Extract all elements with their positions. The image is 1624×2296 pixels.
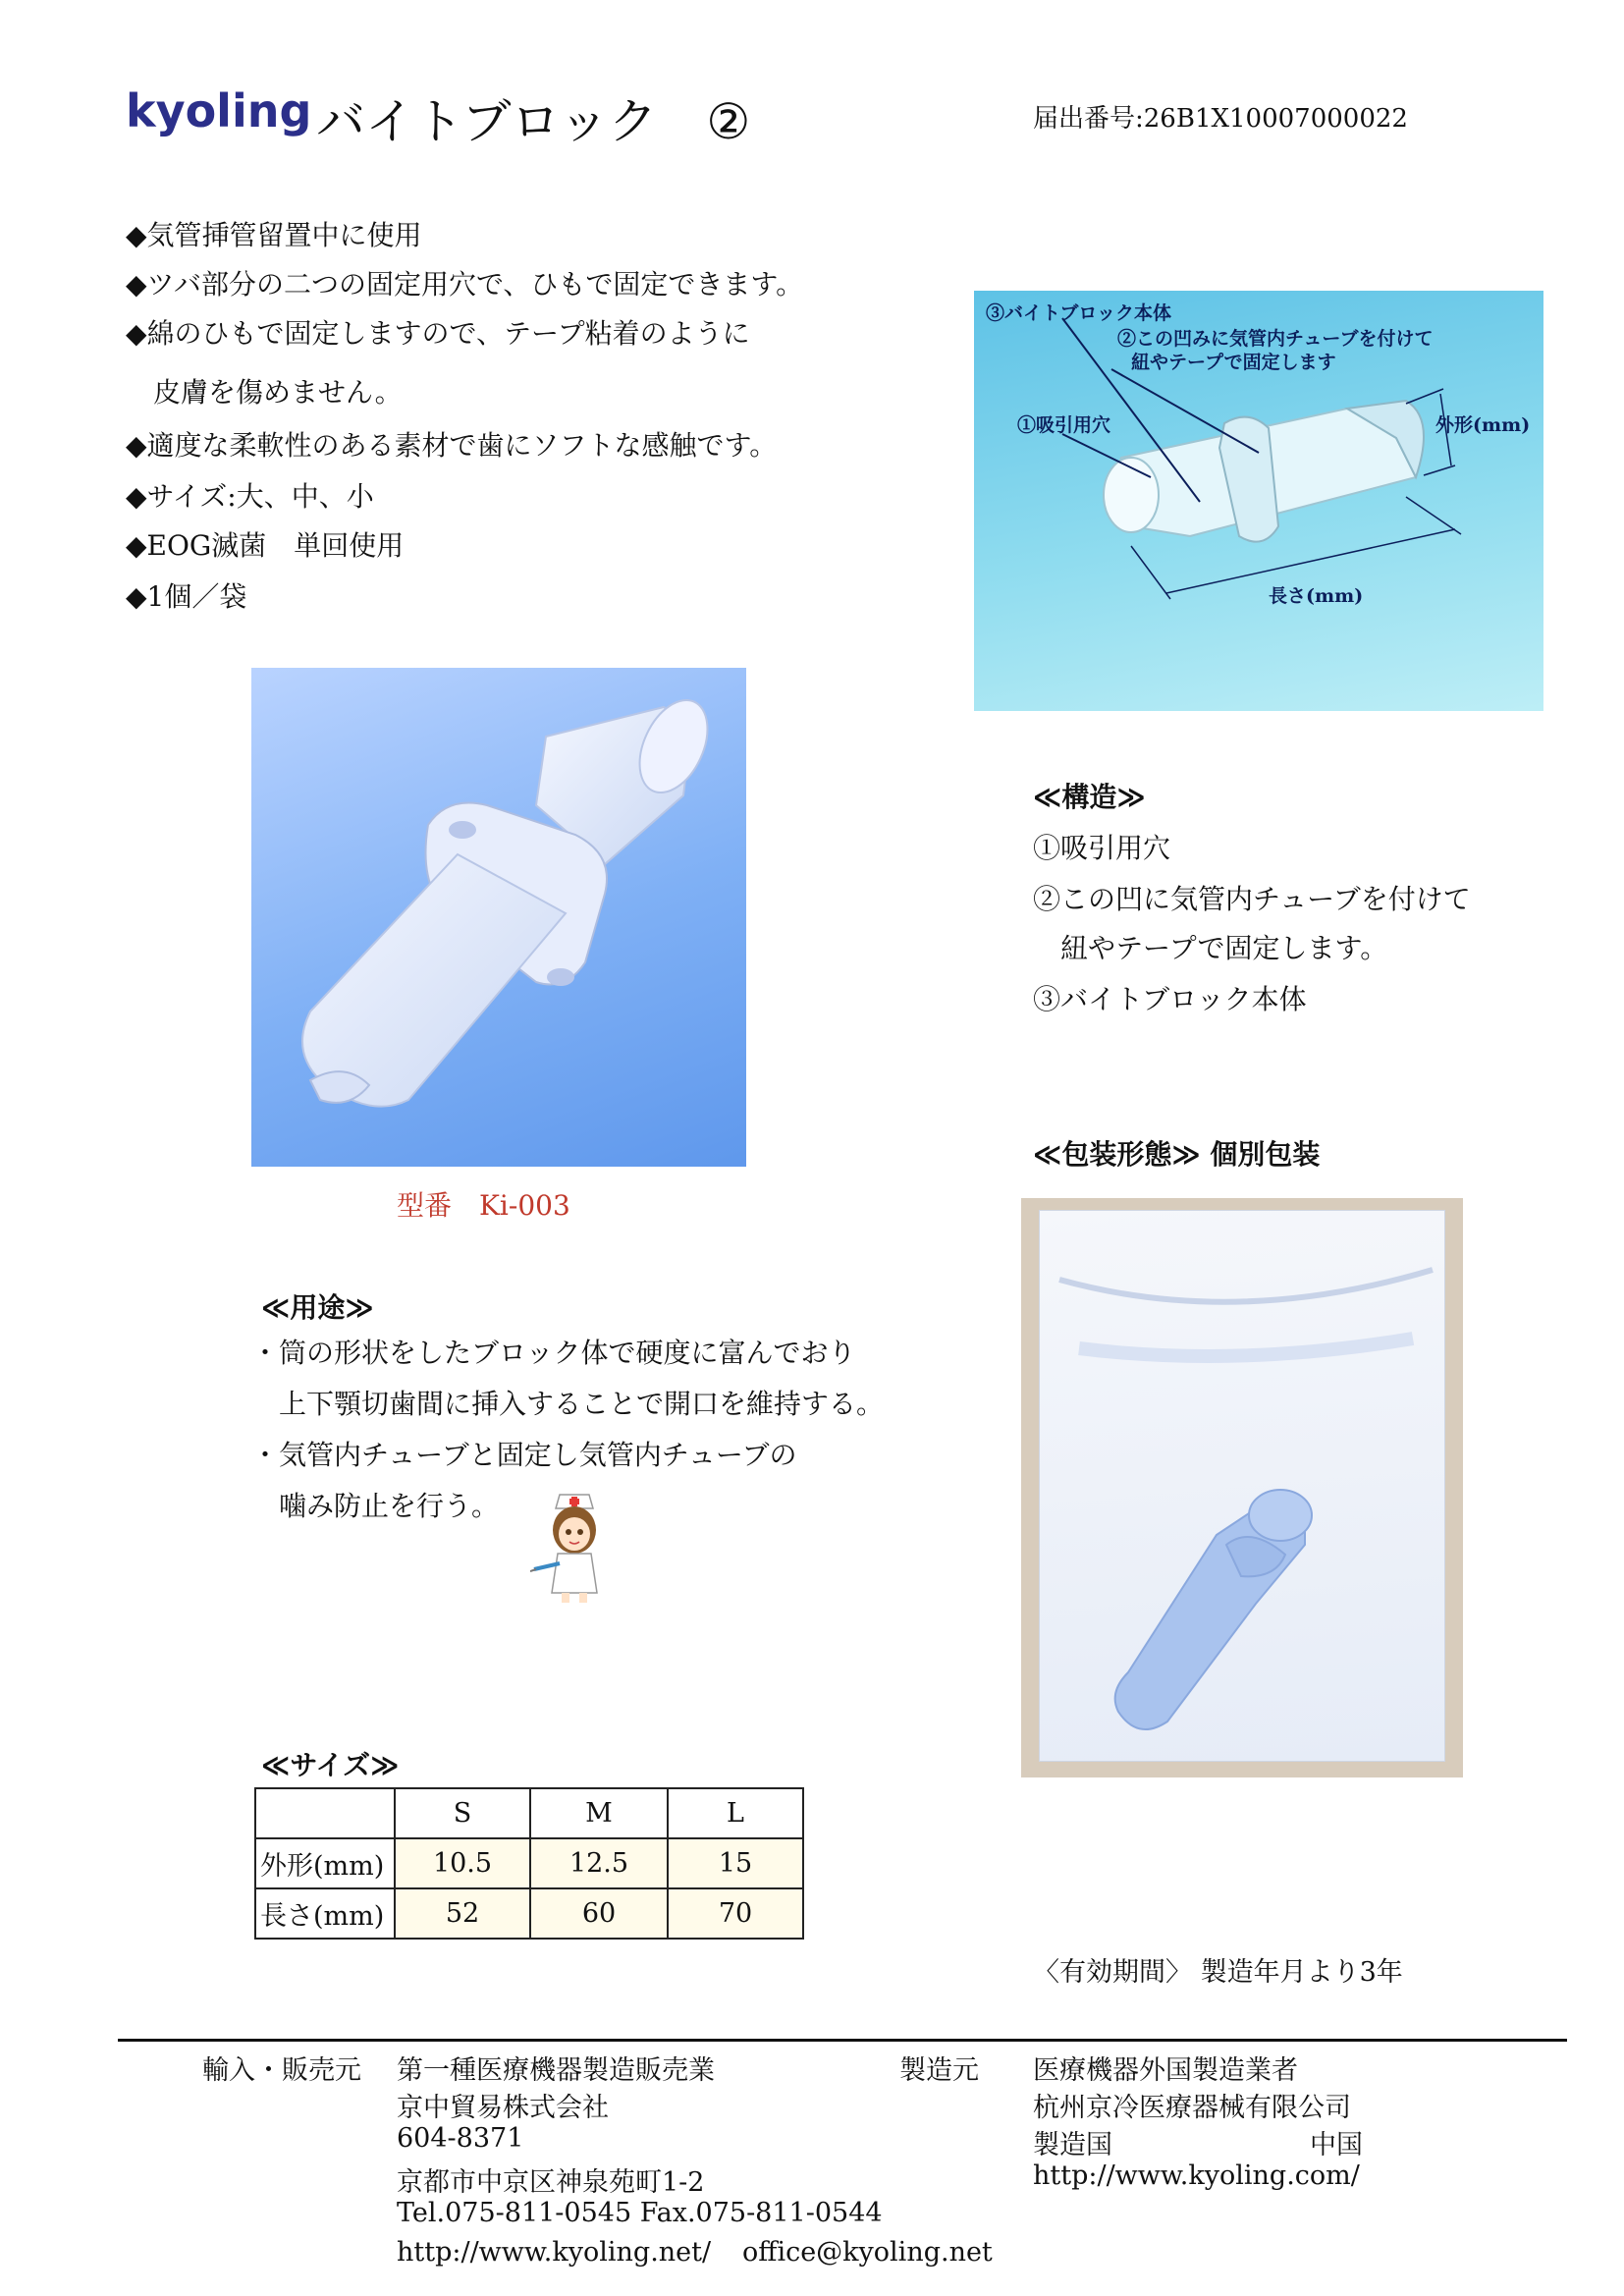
bite-block-illustration — [251, 668, 746, 1167]
table-row — [255, 1838, 803, 1888]
importer-email-link[interactable]: office@kyoling.net — [742, 2237, 993, 2268]
usage-item: ・気管内チューブと固定し気管内チューブの — [251, 1439, 797, 1471]
validity-period: 〈有効期間〉 製造年月より3年 — [1033, 1957, 1403, 1988]
table-header-cell — [255, 1788, 395, 1838]
nurse-icon — [530, 1487, 619, 1605]
importer-label: 輸入・販売元 — [202, 2055, 361, 2086]
maker-website-link[interactable]: http://www.kyoling.com/ — [1033, 2160, 1360, 2191]
packaging-heading: ≪包装形態≫ 個別包装 — [1033, 1138, 1321, 1171]
structure-diagram — [974, 291, 1543, 711]
table-cell: 60 — [530, 1888, 668, 1939]
usage-item: ・筒の形状をしたブロック体で硬度に富んでおり — [251, 1337, 856, 1369]
diagram-label: ①吸引用穴 — [1017, 414, 1111, 436]
diagram-label: 紐やテープで固定します — [1131, 352, 1336, 373]
feature-item: ◆1個／袋 — [126, 580, 247, 613]
diagram-label: ②この凹みに気管内チューブを付けて — [1117, 328, 1434, 350]
table-cell: 15 — [668, 1838, 803, 1888]
feature-item: ◆EOG滅菌 単回使用 — [126, 529, 405, 562]
packaged-bite-block — [1040, 1211, 1444, 1761]
feature-item: ◆綿のひもで固定しますので、テープ粘着のように — [126, 317, 750, 350]
maker-line: 杭州京冷医療器械有限公司 — [1033, 2093, 1351, 2123]
table-header-cell: M — [530, 1788, 668, 1838]
feature-item: ◆サイズ:大、中、小 — [126, 480, 374, 513]
table-header-row — [255, 1788, 803, 1838]
structure-item: 紐やテープで固定します。 — [1033, 932, 1388, 964]
maker-country-label: 製造国 — [1033, 2130, 1112, 2160]
table-cell: 52 — [395, 1888, 530, 1939]
diagram-label: 長さ(mm) — [1269, 585, 1364, 607]
structure-heading: ≪構造≫ — [1033, 781, 1146, 813]
product-photo — [251, 668, 746, 1167]
table-row — [255, 1888, 803, 1939]
feature-item: ◆気管挿管留置中に使用 — [126, 219, 422, 251]
importer-website-link[interactable]: http://www.kyoling.net/ — [397, 2237, 712, 2268]
model-number: 型番 Ki-003 — [397, 1189, 570, 1222]
importer-line: 604-8371 — [397, 2123, 524, 2154]
importer-line: 京中貿易株式会社 — [397, 2093, 609, 2123]
usage-item: 上下顎切歯間に挿入することで開口を維持する。 — [251, 1388, 885, 1420]
footer-divider — [118, 2039, 1567, 2042]
importer-line: Tel.075-811-0545 Fax.075-811-0544 — [397, 2198, 883, 2228]
size-table — [254, 1787, 804, 1940]
registration-number: 届出番号:26B1X10007000022 — [1033, 104, 1408, 134]
table-header-cell: S — [395, 1788, 530, 1838]
importer-line: 第一種医療機器製造販売業 — [397, 2055, 715, 2086]
structure-item: ③バイトブロック本体 — [1033, 983, 1307, 1015]
table-header-cell: L — [668, 1788, 803, 1838]
row-label: 外形(mm) — [255, 1838, 395, 1888]
structure-item: ①吸引用穴 — [1033, 832, 1171, 864]
feature-item: ◆ツバ部分の二つの固定用穴で、ひもで固定できます。 — [126, 268, 804, 301]
table-cell: 12.5 — [530, 1838, 668, 1888]
size-heading: ≪サイズ≫ — [261, 1749, 400, 1781]
packaging-bag — [1039, 1210, 1445, 1762]
structure-item: ②この凹に気管内チューブを付けて — [1033, 883, 1471, 915]
maker-country: 中国 — [1310, 2130, 1363, 2160]
usage-heading: ≪用途≫ — [261, 1291, 374, 1324]
diagram-label: 外形(mm) — [1435, 414, 1531, 436]
maker-line: 医療機器外国製造業者 — [1033, 2055, 1298, 2086]
packaging-photo — [1021, 1198, 1463, 1777]
brand-logo: kyoling — [126, 84, 312, 137]
feature-item: 皮膚を傷めません。 — [126, 376, 403, 409]
usage-item: 噛み防止を行う。 — [251, 1490, 500, 1522]
table-cell: 10.5 — [395, 1838, 530, 1888]
feature-item: ◆適度な柔軟性のある素材で歯にソフトな感触です。 — [126, 429, 778, 462]
row-label: 長さ(mm) — [255, 1888, 395, 1939]
maker-label: 製造元 — [899, 2055, 979, 2086]
importer-line: 京都市中京区神泉苑町1-2 — [397, 2167, 705, 2198]
diagram-label: ③バイトブロック本体 — [986, 302, 1172, 324]
table-cell: 70 — [668, 1888, 803, 1939]
page-title: バイトブロック ② — [316, 93, 751, 150]
